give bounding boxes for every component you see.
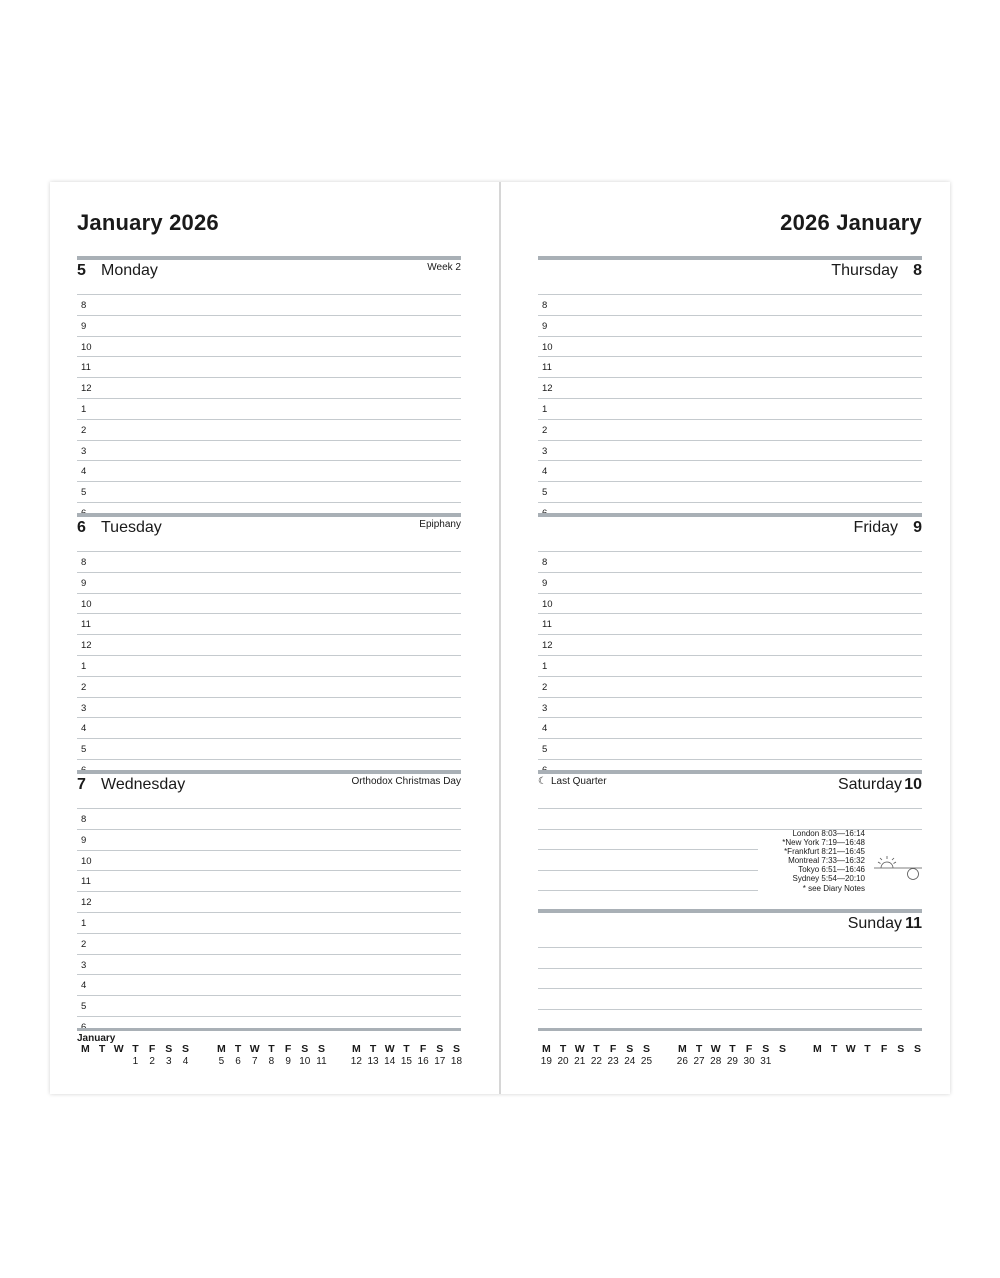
- mini-calendar-weekday: S: [436, 1043, 444, 1055]
- hour-label: 11: [542, 619, 552, 631]
- hour-label: 8: [81, 557, 87, 568]
- moon-icon: ☾: [538, 776, 547, 787]
- hour-grid: [77, 294, 461, 523]
- hour-label: 9: [81, 834, 87, 846]
- hour-row[interactable]: [538, 419, 922, 440]
- hour-row[interactable]: [77, 738, 461, 759]
- mini-calendar-week: [213, 1043, 330, 1067]
- day-block-tuesday: [77, 513, 461, 780]
- mini-calendar-date: 26: [676, 1056, 688, 1067]
- hour-row[interactable]: [538, 336, 922, 357]
- hour-label: 4: [81, 466, 87, 478]
- hour-label: 11: [542, 362, 552, 374]
- right-page: [501, 182, 950, 1094]
- hour-row[interactable]: [77, 356, 461, 377]
- hour-row[interactable]: [77, 717, 461, 738]
- mini-calendar-date: 12: [350, 1056, 362, 1067]
- hour-label: 1: [81, 403, 87, 415]
- mini-calendar-weekday: S: [165, 1043, 173, 1055]
- hour-row[interactable]: [538, 738, 922, 759]
- hour-label: 1: [542, 660, 548, 672]
- mini-calendar-date: [110, 1056, 127, 1067]
- mini-calendar-weekday: F: [419, 1043, 427, 1055]
- hour-label: 5: [81, 487, 87, 499]
- hour-row[interactable]: [77, 954, 461, 975]
- hour-row[interactable]: [538, 294, 922, 315]
- mini-calendar-weekday: F: [148, 1043, 156, 1055]
- hour-label: 10: [542, 341, 553, 353]
- mini-calendar-weekday: W: [845, 1043, 856, 1055]
- left-page-title: January 2026: [77, 210, 219, 235]
- day-number: 9: [913, 519, 922, 536]
- left-page: [50, 182, 499, 1094]
- day-name: Tuesday: [101, 519, 162, 536]
- mini-calendar-date: 21: [574, 1056, 586, 1067]
- hour-label: 10: [81, 341, 92, 353]
- hour-label: 9: [542, 320, 548, 332]
- hour-row[interactable]: [77, 551, 461, 572]
- mini-calendar-weekday: M: [80, 1043, 90, 1055]
- hour-label: 5: [81, 744, 87, 756]
- mini-calendar-date: 2: [149, 1056, 155, 1067]
- mini-calendar-week: [77, 1043, 194, 1067]
- mini-calendar-date: 24: [624, 1056, 636, 1067]
- hour-row[interactable]: [538, 315, 922, 336]
- mini-calendar-date: 25: [640, 1056, 653, 1067]
- hour-row[interactable]: [77, 933, 461, 954]
- mini-calendar-weekday: M: [677, 1043, 687, 1055]
- hour-row[interactable]: [77, 593, 461, 614]
- mini-calendar-weekday: W: [574, 1043, 585, 1055]
- mini-calendar-weekday: T: [132, 1043, 139, 1055]
- day-name: Wednesday: [101, 776, 186, 793]
- hour-label: 11: [81, 619, 91, 631]
- mini-calendar-date: 17: [434, 1056, 446, 1067]
- mini-calendar-date: 29: [726, 1056, 738, 1067]
- mini-calendar-week: [809, 1043, 926, 1056]
- mini-calendar-week: [538, 1043, 655, 1067]
- mini-calendar-weekday: T: [403, 1043, 410, 1055]
- mini-calendar-weekday: T: [864, 1043, 871, 1055]
- hour-row[interactable]: [77, 294, 461, 315]
- hour-row[interactable]: [77, 315, 461, 336]
- day-block-sunday: [538, 909, 922, 1029]
- hour-label: 2: [542, 681, 548, 693]
- hour-row[interactable]: [77, 634, 461, 655]
- day-block-thursday: [538, 256, 922, 523]
- mini-calendar-weekday: W: [249, 1043, 260, 1055]
- hour-label: 2: [81, 681, 87, 693]
- bottom-rule: [538, 1028, 922, 1031]
- hour-row[interactable]: [77, 974, 461, 995]
- hour-row[interactable]: [77, 891, 461, 912]
- mini-calendar-weekday: W: [384, 1043, 395, 1055]
- hour-row[interactable]: [77, 912, 461, 933]
- hour-label: 4: [542, 723, 548, 735]
- day-name: Thursday: [831, 262, 898, 279]
- mini-calendar-weekday: T: [559, 1043, 567, 1055]
- hour-label: 2: [81, 424, 87, 436]
- hour-row[interactable]: [77, 697, 461, 718]
- hour-label: 4: [542, 466, 548, 478]
- hour-label: 1: [542, 403, 548, 415]
- day-block-friday: [538, 513, 922, 780]
- mini-calendar-date: 22: [590, 1056, 602, 1067]
- hour-label: 1: [81, 917, 87, 929]
- mini-calendar-weekday: T: [830, 1043, 838, 1055]
- day-name: Saturday: [837, 776, 902, 793]
- mini-calendar-weekday: S: [301, 1043, 309, 1055]
- hour-row[interactable]: [77, 377, 461, 398]
- hour-label: 12: [81, 897, 92, 909]
- mini-calendar-weekday: S: [913, 1043, 921, 1055]
- hour-row[interactable]: [77, 398, 461, 419]
- hour-label: 8: [542, 300, 548, 311]
- mini-calendar-weekday: M: [541, 1043, 551, 1055]
- hour-row[interactable]: [77, 870, 461, 891]
- day-number: 8: [913, 262, 922, 279]
- mini-calendar-date: 20: [557, 1056, 569, 1067]
- mini-calendar-weekday: M: [216, 1043, 226, 1055]
- hour-label: 2: [542, 424, 548, 436]
- mini-calendar-weekday: S: [778, 1043, 786, 1055]
- mini-calendar-weekday: S: [642, 1043, 650, 1055]
- mini-calendar-weekday: S: [317, 1043, 325, 1055]
- mini-calendar-date: 6: [235, 1056, 241, 1067]
- hour-label: 5: [542, 744, 548, 756]
- mini-calendar-weekday: F: [880, 1043, 888, 1055]
- day-block-wednesday: [77, 770, 461, 1037]
- mini-calendar-week: [348, 1043, 465, 1067]
- mini-calendar-weekday: S: [762, 1043, 770, 1055]
- hour-label: 12: [542, 640, 553, 652]
- mini-calendar-date: 4: [182, 1056, 189, 1067]
- hour-row[interactable]: [77, 808, 461, 829]
- mini-calendar-month: January: [77, 1033, 116, 1044]
- mini-calendar-date: 14: [384, 1056, 396, 1067]
- bottom-rule: [77, 1028, 461, 1031]
- hour-row[interactable]: [77, 1016, 461, 1037]
- mini-calendar-date: 5: [218, 1056, 225, 1067]
- mini-calendar-date: 19: [540, 1056, 552, 1067]
- hour-label: 3: [81, 445, 87, 457]
- mini-calendar-date: 1: [132, 1056, 139, 1067]
- mini-calendar-weekday: T: [729, 1043, 736, 1055]
- hour-row[interactable]: [77, 850, 461, 871]
- hour-row[interactable]: [538, 551, 922, 572]
- mini-calendar-date: 18: [450, 1056, 463, 1067]
- mini-calendar-weekday: F: [745, 1043, 753, 1055]
- mini-calendar-weekday: F: [284, 1043, 292, 1055]
- day-note: Epiphany: [419, 519, 461, 530]
- hour-row[interactable]: [77, 613, 461, 634]
- mini-calendar-date: 11: [316, 1056, 327, 1067]
- hour-label: 3: [542, 702, 548, 714]
- hour-grid: [77, 808, 461, 1037]
- mini-calendar-date: 10: [299, 1056, 311, 1067]
- hour-label: 9: [542, 577, 548, 589]
- hour-label: 11: [81, 876, 91, 888]
- hour-label: 4: [81, 723, 87, 735]
- mini-calendar-date: 28: [710, 1056, 722, 1067]
- mini-calendar-date: 23: [607, 1056, 619, 1067]
- hour-label: 5: [81, 1001, 87, 1013]
- mini-calendar-date: [94, 1056, 111, 1067]
- day-number: 5: [77, 262, 86, 279]
- mini-calendar-weekday: F: [609, 1043, 617, 1055]
- hour-row[interactable]: [77, 995, 461, 1016]
- mini-calendar-date: 16: [417, 1056, 429, 1067]
- hour-row[interactable]: [77, 440, 461, 461]
- mini-calendar-date: 31: [760, 1056, 772, 1067]
- day-number: 11: [905, 915, 922, 932]
- mini-calendar-week: [674, 1043, 791, 1067]
- hour-row[interactable]: [77, 460, 461, 481]
- mini-calendar-weekday: T: [593, 1043, 600, 1055]
- hour-row[interactable]: [538, 613, 922, 634]
- hour-label: 3: [542, 445, 548, 457]
- hour-row[interactable]: [77, 655, 461, 676]
- mini-calendar-date: [774, 1056, 791, 1067]
- hour-row[interactable]: [538, 572, 922, 593]
- mini-calendar-weekday: S: [897, 1043, 905, 1055]
- mini-calendar-weekday: S: [626, 1043, 634, 1055]
- hour-row[interactable]: [538, 440, 922, 461]
- hour-label: 4: [81, 980, 87, 992]
- mini-calendar-date: 8: [268, 1056, 275, 1067]
- mini-calendar-date: [77, 1056, 94, 1067]
- diary-spread: [50, 182, 950, 1094]
- mini-calendar-date: 15: [400, 1056, 412, 1067]
- mini-calendar-date: 7: [251, 1056, 258, 1067]
- hour-label: 2: [81, 938, 87, 950]
- day-note: Week 2: [427, 262, 461, 273]
- hour-row[interactable]: [538, 676, 922, 697]
- mini-calendar-date: 13: [367, 1056, 379, 1067]
- weekend-lines: [538, 947, 922, 1029]
- hour-label: 12: [81, 640, 92, 652]
- mini-calendar-weekday: S: [452, 1043, 460, 1055]
- hour-label: 12: [81, 383, 92, 395]
- moon-phase-note: ☾ Last Quarter: [538, 776, 607, 787]
- day-name: Monday: [101, 262, 158, 279]
- hour-label: 11: [81, 362, 91, 374]
- hour-grid: [77, 551, 461, 780]
- hour-label: 3: [81, 959, 87, 971]
- mini-calendar-weekday: T: [695, 1043, 703, 1055]
- hour-row[interactable]: [77, 829, 461, 850]
- mini-calendar-weekday: T: [369, 1043, 377, 1055]
- mini-calendar-date: 3: [166, 1056, 172, 1067]
- hour-row[interactable]: [77, 419, 461, 440]
- mini-calendar-weekday: S: [181, 1043, 189, 1055]
- hour-label: 3: [81, 702, 87, 714]
- hour-row[interactable]: [538, 717, 922, 738]
- hour-label: 9: [81, 320, 87, 332]
- hour-row[interactable]: [77, 336, 461, 357]
- hour-label: 9: [81, 577, 87, 589]
- sunrise-sunset-times: London 8:03—16:14 *New York 7:19—16:48 *Frankfurt 8:21—16:45 Montreal 7:33—16:32 Tokyo 6:51—16:46 Sydney 5:54—20:10 * see Diary Notes: [782, 829, 865, 893]
- hour-row[interactable]: [538, 655, 922, 676]
- day-number: 6: [77, 519, 86, 536]
- mini-calendar-weekday: M: [812, 1043, 822, 1055]
- mini-calendar-weekday: T: [98, 1043, 106, 1055]
- hour-row[interactable]: [538, 593, 922, 614]
- day-name: Sunday: [847, 915, 902, 932]
- hour-row[interactable]: [77, 572, 461, 593]
- hour-label: 8: [542, 557, 548, 568]
- mini-calendar-date: 27: [693, 1056, 705, 1067]
- day-number: 7: [77, 776, 86, 793]
- mini-calendar-weekday: T: [268, 1043, 275, 1055]
- hour-row[interactable]: [538, 697, 922, 718]
- day-name: Friday: [853, 519, 898, 536]
- hour-row[interactable]: [538, 377, 922, 398]
- hour-row[interactable]: [538, 460, 922, 481]
- day-block-monday: [77, 256, 461, 523]
- hour-label: 10: [542, 598, 553, 610]
- hour-row[interactable]: [77, 676, 461, 697]
- hour-row[interactable]: [538, 398, 922, 419]
- mini-calendar-date: 9: [285, 1056, 291, 1067]
- hour-label: 1: [81, 660, 87, 672]
- hour-row[interactable]: [538, 481, 922, 502]
- day-number: 10: [904, 776, 922, 793]
- mini-calendar-weekday: W: [710, 1043, 721, 1055]
- sunrise-sunset-icon: [874, 854, 922, 886]
- day-note: Orthodox Christmas Day: [351, 776, 461, 787]
- mini-calendar-weekday: W: [113, 1043, 124, 1055]
- mini-calendar-weekday: M: [351, 1043, 361, 1055]
- hour-label: 10: [81, 598, 92, 610]
- hour-label: 5: [542, 487, 548, 499]
- hour-label: 8: [81, 814, 87, 825]
- hour-label: 12: [542, 383, 553, 395]
- hour-grid: [538, 294, 922, 523]
- mini-calendar-weekday: T: [234, 1043, 242, 1055]
- hour-label: 10: [81, 855, 92, 867]
- right-page-title: 2026 January: [780, 210, 922, 235]
- hour-row[interactable]: [77, 481, 461, 502]
- day-block-saturday: [538, 770, 922, 932]
- hour-row[interactable]: [538, 356, 922, 377]
- hour-grid: [538, 551, 922, 780]
- hour-row[interactable]: [538, 634, 922, 655]
- mini-calendar-date: 30: [743, 1056, 755, 1067]
- hour-label: 8: [81, 300, 87, 311]
